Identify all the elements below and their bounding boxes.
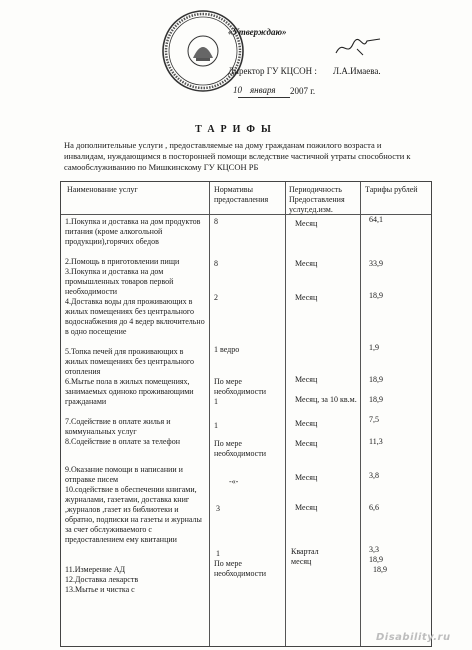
period-value: месяц: [291, 557, 312, 566]
date-year: 2007 г.: [290, 86, 316, 96]
date-underline: [238, 97, 290, 98]
tariff-table: [60, 181, 432, 647]
period-value: Месяц: [295, 219, 318, 228]
column-divider: [285, 182, 286, 646]
norm-value: 1: [216, 549, 220, 558]
period-value: Месяц: [295, 473, 318, 482]
header-tariff: Тарифы рублей: [365, 185, 418, 194]
director-name: Л.А.Имаева.: [333, 66, 381, 76]
norm-value: 2: [214, 293, 218, 302]
service-item: 9.Оказание помощи в написании и отправке писем: [65, 465, 183, 484]
column-divider: [360, 182, 361, 646]
tariff-value: 64,1: [369, 215, 383, 224]
service-item: 1.Покупка и доставка на дом продуктов питания (кроме алкогольной продукции),горячих обедов: [65, 217, 201, 246]
service-item: 4.Доставка воды для проживающих в жилых помещениях без центрального водоснабжения до 4 ведер включительно в одно посещение: [65, 297, 205, 336]
tariff-value: 18,9: [369, 375, 383, 384]
tariff-value: 18,9: [369, 395, 383, 404]
period-value: Месяц, за 10 кв.м.: [295, 395, 357, 404]
period-value: Месяц: [295, 419, 318, 428]
service-item: 3.Покупка и доставка на дом промышленных товаров первой необходимости: [65, 267, 174, 296]
watermark-text: Disability.ru: [376, 632, 451, 643]
norm-value: 1: [214, 421, 218, 430]
service-item: 2.Помощь в приготовлении пищи: [65, 257, 180, 266]
column-divider: [209, 182, 210, 646]
tariff-value: 6,6: [369, 503, 379, 512]
service-item: 11.Измерение АД: [65, 565, 126, 574]
page-title: ТАРИФЫ: [195, 124, 277, 135]
director-title: Директор ГУ КЦСОН :: [228, 66, 317, 76]
service-item: 6.Мытье пола в жилых помещениях, занимаемых одиноко проживающими гражданами: [65, 377, 194, 406]
period-value: Месяц: [295, 259, 318, 268]
date-month: января: [250, 85, 276, 95]
norm-value: 1 ведро: [214, 345, 240, 354]
signature: [333, 35, 383, 59]
service-item: 8.Содействие в оплате за телефон: [65, 437, 180, 446]
service-item: 5.Топка печей для проживающих в жилых помещениях без центрального отопления: [65, 347, 194, 376]
tariff-value: 11,3: [369, 437, 383, 446]
header-period: Периодичность Предоставления услуг,ед.изм.: [289, 185, 345, 214]
norm-value: По мере необходимости: [214, 439, 267, 458]
tariff-value: 7,5: [369, 415, 379, 424]
norm-value: 3: [216, 504, 220, 513]
tariff-value: 18,9: [369, 291, 383, 300]
tariff-value: 33,9: [369, 259, 383, 268]
seal-stamp-icon: [160, 8, 246, 94]
period-value: Месяц: [295, 293, 318, 302]
period-value: Месяц: [295, 439, 318, 448]
norm-value: 1: [214, 397, 218, 406]
approval-label: «Утверждаю»: [228, 27, 287, 37]
intro-paragraph: На дополнительные услуги , предоставляемые на дому гражданам пожилого возраста и инвалидам, нуждающимся в посторонней помощи вследствие частичной утраты способности к самообслуживанию по Мишкинскому ГУ КЦСОН РБ: [64, 140, 411, 172]
tariff-value: 3,3: [369, 545, 379, 554]
norm-value: 8: [214, 259, 218, 268]
service-item: 12.Доставка лекарств: [65, 575, 139, 584]
tariff-value: 1,9: [369, 343, 379, 352]
tariff-value: 18,9: [369, 555, 383, 564]
header-norms: Нормативы предоставления: [214, 185, 269, 204]
norm-value: 8: [214, 217, 218, 226]
tariff-value: 18,9: [373, 565, 387, 574]
service-item: 13.Мытье и чистка с: [65, 585, 135, 594]
service-item: 10.содействие в обеспечении книгами, журналами, газетами, доставка книг ,журналов ,газет из библиотеки и обратно, подписки на газеты и журналы за счет обслуживаемого с предоставлением ему квитанции: [65, 485, 202, 544]
service-item: 7.Содействие в оплате жилья и коммунальных услуг: [65, 417, 171, 436]
period-value: Месяц: [295, 375, 318, 384]
norm-value: По мере необходимости: [214, 559, 267, 578]
date-day: 10: [233, 85, 242, 95]
norm-value: -«-: [229, 477, 239, 486]
period-value: Квартал: [291, 547, 319, 556]
header-service: Наименование услуг: [67, 185, 138, 194]
tariff-value: 3,8: [369, 471, 379, 480]
period-value: Месяц: [295, 503, 318, 512]
norm-value: По мере необходимости: [214, 377, 267, 396]
